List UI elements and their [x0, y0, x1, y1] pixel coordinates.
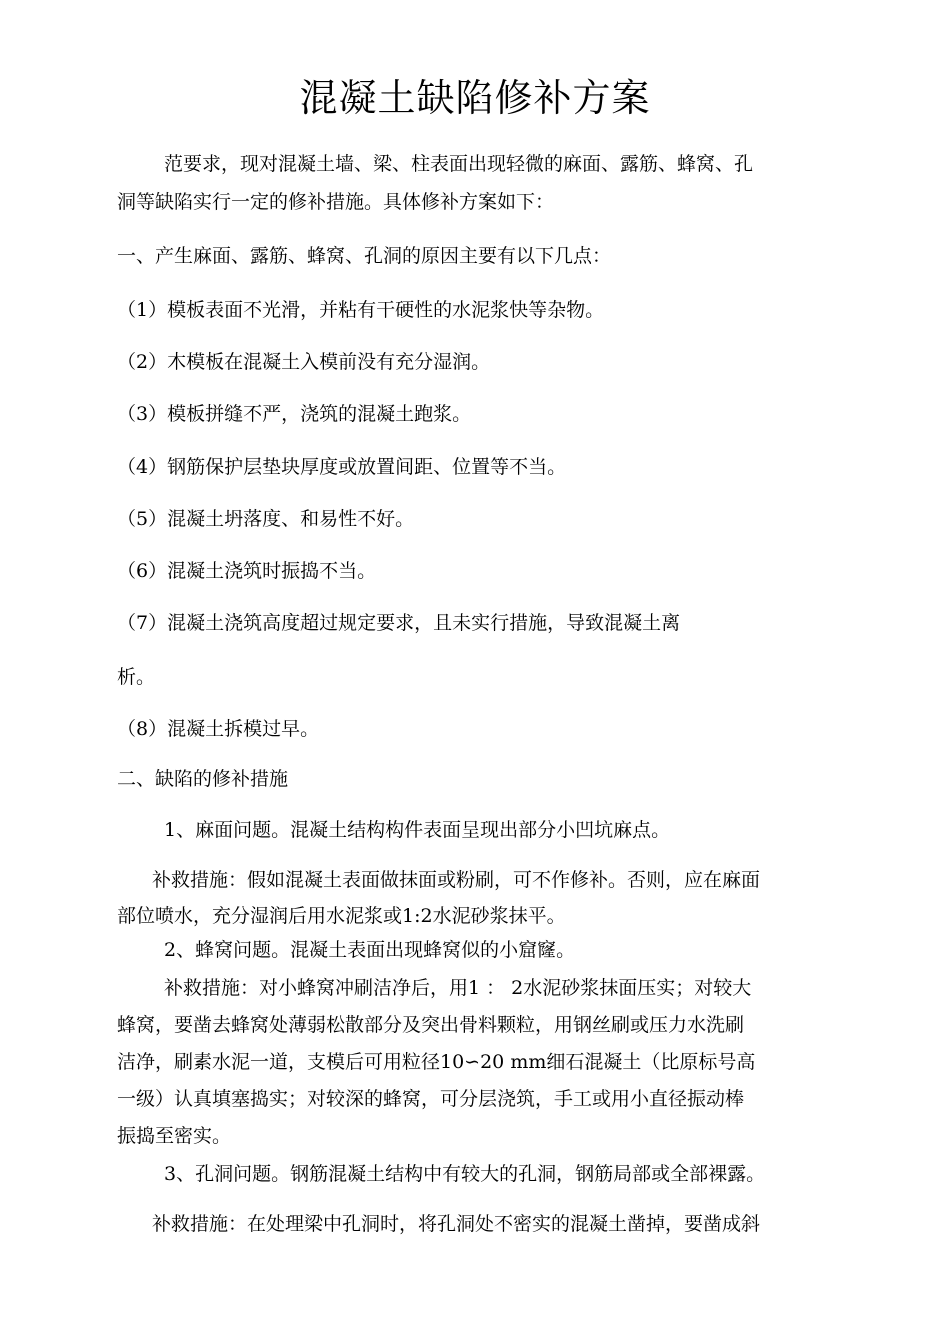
item2-remedy-line-5: 振捣至密实。 [117, 1125, 232, 1147]
intro-line-1: 范要求，现对混凝土墙、梁、柱表面出现轻微的麻面、露筋、蜂窝、孔 [164, 153, 754, 175]
item2-problem: 2、蜂窝问题。混凝土表面出现蜂窝似的小窟窿。 [164, 939, 576, 961]
item2-remedy-line-4: 一级）认真填塞捣实；对较深的蜂窝，可分层浇筑，手工或用小直径振动棒 [117, 1088, 745, 1110]
item1-problem: 1、麻面问题。混凝土结构构件表面呈现出部分小凹坑麻点。 [164, 819, 671, 841]
intro-line-2: 洞等缺陷实行一定的修补措施。具体修补方案如下： [117, 191, 555, 213]
item1-remedy-line-1: 补救措施：假如混凝土表面做抹面或粉刷，可不作修补。否则，应在麻面 [152, 869, 761, 891]
item2-remedy-line-1: 补救措施：对小蜂窝冲刷洁净后，用1 ： 2水泥砂浆抹面压实；对较大 [164, 977, 752, 999]
cause-item-4: （4）钢筋保护层垫块厚度或放置间距、位置等不当。 [117, 456, 567, 478]
cause-item-6: （6）混凝土浇筑时振捣不当。 [117, 560, 377, 582]
cause-item-2: （2）木模板在混凝土入模前没有充分湿润。 [117, 351, 491, 373]
item2-remedy-line-3: 洁净，刷素水泥一道，支模后可用粒径10∽20 mm细石混凝土（比原标号高 [117, 1051, 756, 1073]
item1-remedy-line-2: 部位喷水，充分湿润后用水泥浆或1:2水泥砂浆抹平。 [117, 905, 566, 927]
item2-remedy-line-2: 蜂窝，要凿去蜂窝处薄弱松散部分及突出骨料颗粒，用钢丝刷或压力水洗刷 [117, 1014, 745, 1036]
section1-heading: 一、产生麻面、露筋、蜂窝、孔洞的原因主要有以下几点： [117, 245, 612, 267]
item3-remedy-line-1: 补救措施：在处理梁中孔洞时，将孔洞处不密实的混凝土凿掉，要凿成斜 [152, 1213, 761, 1235]
document-title: 混凝土缺陷修补方案 [299, 76, 651, 120]
cause-item-8: （8）混凝土拆模过早。 [117, 718, 320, 740]
item3-problem: 3、孔洞问题。钢筋混凝土结构中有较大的孔洞，钢筋局部或全部裸露。 [164, 1163, 766, 1185]
cause-item-7-continued: 析。 [117, 666, 156, 688]
cause-item-3: （3）模板拼缝不严，浇筑的混凝土跑浆。 [117, 403, 472, 425]
cause-item-1: （1）模板表面不光滑，并粘有干硬性的水泥浆快等杂物。 [117, 299, 605, 321]
cause-item-7: （7）混凝土浇筑高度超过规定要求，且未实行措施，导致混凝土离 [117, 612, 681, 634]
section2-heading: 二、缺陷的修补措施 [117, 768, 289, 790]
cause-item-5: （5）混凝土坍落度、和易性不好。 [117, 508, 415, 530]
